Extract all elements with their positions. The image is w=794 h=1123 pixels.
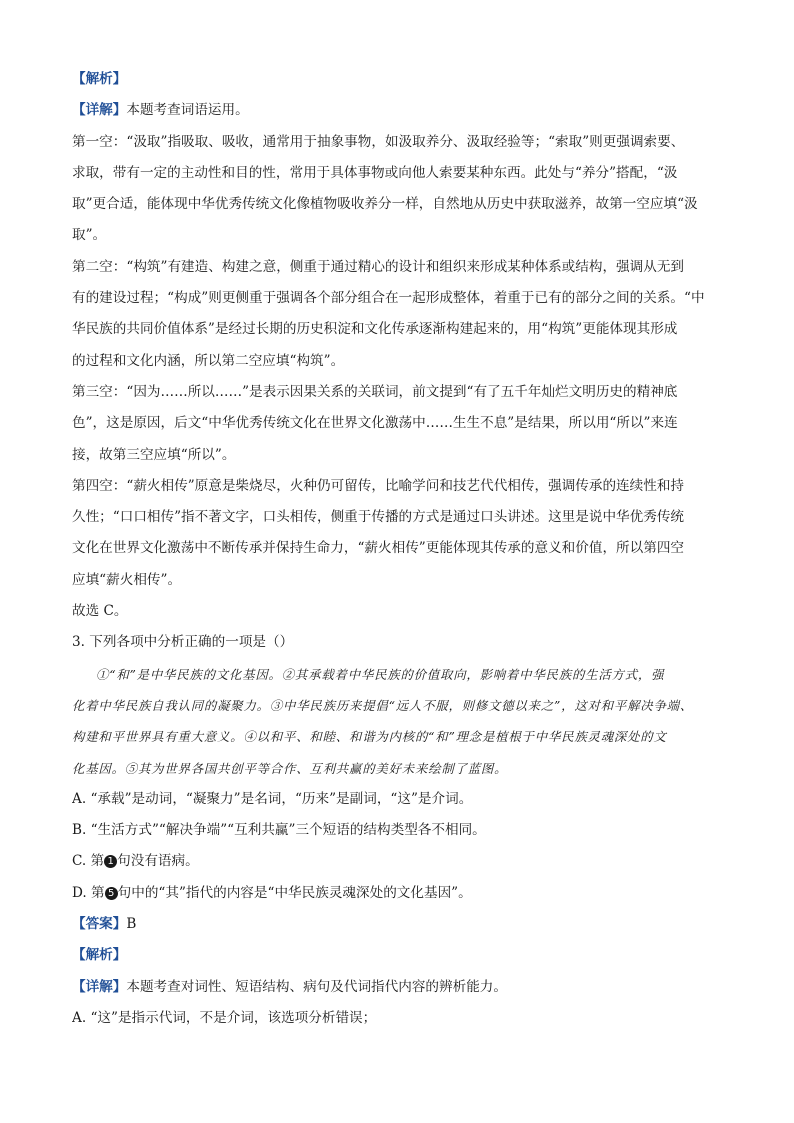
text-line: 取”。 (72, 227, 107, 244)
question-stem: 3. 下列各项中分析正确的一项是（） (72, 634, 294, 651)
text-line: 文化在世界文化激荡中不断传承并保持生命力，“薪火相传”更能体现其传承的意义和价值，所以第四空 (72, 540, 685, 557)
analysis-heading-2: 【解析】 (72, 947, 127, 964)
detail-line (72, 95, 724, 126)
passage-line: 化着中华民族自我认同的凝聚力。③中华民族历来提倡“远人不服，则修文德以来之”，这对和平解决争端、 (72, 697, 694, 713)
detail-tag: 【详解】 (72, 102, 127, 119)
option-d: D. 第 5 句中的“其”指代的内容是“中华民族灵魂深处的文化基因”。 (72, 884, 472, 901)
text-line: 有的建设过程；“构成”则更侧重于强调各个部分组合在一起形成整体，着重于已有的部分之间的关系。“中 (72, 290, 705, 307)
detail-tag: 【详解】 (72, 978, 127, 995)
detail-text: 本题考查对词性、短语结构、病句及代词指代内容的辨析能力。 (126, 978, 507, 995)
answer-line (72, 909, 724, 940)
text-line: 久性；“口口相传”指不著文字，口头相传，侧重于传播的方式是通过口头讲述。这里是说中华优秀传统 (72, 509, 685, 526)
answer-tag: 【答案】 (72, 916, 127, 933)
passage-line: 构建和平世界具有重大意义。④以和平、和睦、和谐为内核的“和”理念是植根于中华民族灵魂深处的文 (72, 729, 667, 745)
text-line: 第二空：“构筑”有建造、构建之意，侧重于通过精心的设计和组织来形成某种体系或结构，强调从无到 (72, 258, 685, 275)
answer-value: B (126, 916, 137, 933)
circled-number-icon: 5 (105, 887, 118, 900)
text-line: 第四空：“薪火相传”原意是柴烧尽，火种仍可留传，比喻学问和技艺代代相传，强调传承的连续性和持 (72, 477, 685, 494)
option-c: C. 第 1 句没有语病。 (72, 853, 199, 870)
blank2-explanation (72, 252, 724, 377)
conclusion: 故选 C。 (72, 603, 128, 620)
text-line: 第一空：“汲取”指吸取、吸收，通常用于抽象事物，如汲取养分、汲取经验等；“索取”则更强调索要、 (72, 133, 685, 150)
text-line: 华民族的共同价值体系”是经过长期的历史积淀和文化传承逐渐构建起来的，用“构筑”更能体现其形成 (72, 321, 678, 338)
text-line: 取”更合适，能体现中华优秀传统文化像植物吸收养分一样，自然地从历史中获取滋养，故第一空应填“汲 (72, 196, 698, 213)
blank3-explanation (72, 377, 724, 471)
option-a: A. “承载”是动词，“凝聚力”是名词，“历来”是副词，“这”是介词。 (72, 790, 473, 807)
circled-number-icon: 1 (104, 855, 117, 868)
detail-line-2 (72, 972, 724, 1003)
text-line: 应填“薪火相传”。 (72, 571, 182, 588)
text-line: 第三空：“因为……所以……”是表示因果关系的关联词，前文提到“有了五千年灿烂文明历史的精神底 (72, 383, 678, 400)
document-page (72, 64, 724, 1034)
text-line: 求取，带有一定的主动性和目的性，常用于具体事物或向他人索要某种东西。此处与“养分”搭配，“汲 (72, 164, 678, 181)
text-line: 色”，这是原因，后文“中华优秀传统文化在世界文化激荡中……生生不息”是结果，所以用“所以”来连 (72, 415, 678, 432)
question-passage (72, 659, 724, 784)
passage-line: 化基因。⑤其为世界各国共创平等合作、互利共赢的美好未来绘制了蓝图。 (72, 760, 508, 776)
passage-line: ①“和”是中华民族的文化基因。②其承载着中华民族的价值取向，影响着中华民族的生活方式，强 (96, 666, 665, 682)
blank4-explanation (72, 471, 724, 596)
text-line: 的过程和文化内涵，所以第二空应填“构筑”。 (72, 352, 345, 369)
blank1-explanation (72, 127, 724, 252)
text-line: 接，故第三空应填“所以”。 (72, 446, 236, 463)
option-b: B. “生活方式”“解决争端”“互利共赢”三个短语的结构类型各不相同。 (72, 822, 486, 839)
analysis-heading: 【解析】 (72, 71, 127, 87)
option-a-analysis: A. “这”是指示代词，不是介词，该选项分析错误； (72, 1009, 377, 1026)
detail-text: 本题考查词语运用。 (126, 102, 249, 119)
